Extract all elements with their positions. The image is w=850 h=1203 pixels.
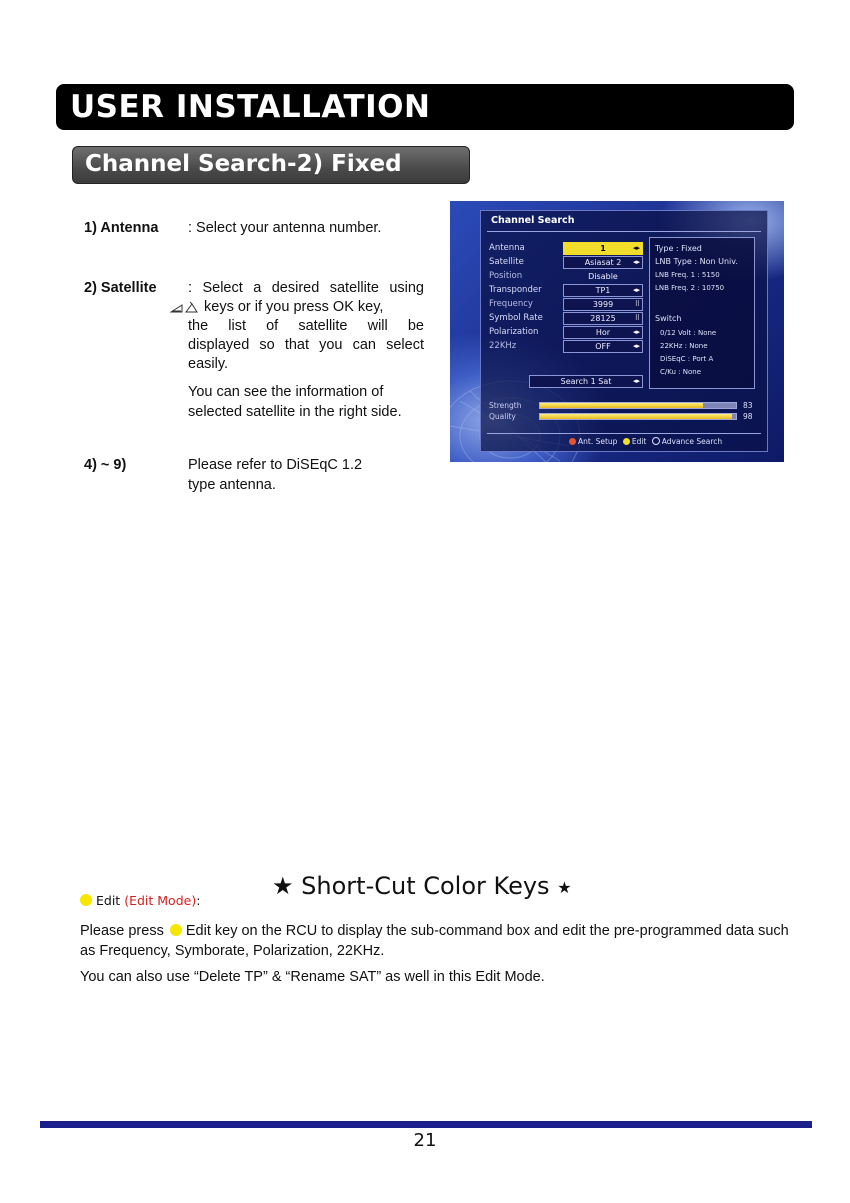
star-icon: ★: [272, 872, 294, 900]
22khz-select[interactable]: [563, 340, 643, 353]
edit-instruction-paragraph: [80, 921, 792, 961]
info-lnb-type: LNB Type : Non Univ.: [655, 257, 738, 266]
panel-title: Channel Search: [491, 215, 575, 226]
strength-meter: [539, 402, 737, 409]
search-1-sat-button[interactable]: [529, 375, 643, 388]
shortcut-heading-text: Short-Cut Color Keys: [301, 872, 550, 900]
satellite-step-line-1: [188, 279, 424, 299]
section-title-bar: [56, 84, 794, 130]
edit-key-label: [80, 893, 200, 908]
satellite-text-line: the list of satellite will be: [188, 318, 424, 334]
position-value: Disable: [588, 272, 618, 281]
search-button-label: Search 1 Sat: [560, 377, 612, 386]
left-right-arrow-icon: ◂▸: [632, 342, 640, 350]
frequency-value: 3999: [592, 300, 614, 309]
satellite-value: Asiasat 2: [584, 258, 622, 267]
quality-value: 98: [743, 412, 753, 421]
footer-rule: [40, 1121, 812, 1128]
quality-label: Quality: [489, 412, 516, 421]
transponder-value: TP1: [595, 286, 611, 295]
ant-setup-hint: Ant. Setup: [578, 437, 618, 446]
edit-hint: Edit: [631, 437, 647, 446]
polarization-value: Hor: [595, 328, 611, 337]
satellite-text-line: : Select a desired satellite using: [188, 280, 424, 296]
22khz-value: OFF: [595, 342, 611, 351]
star-icon: ★: [557, 878, 572, 897]
symbol-rate-input[interactable]: [563, 312, 643, 325]
left-right-arrow-icon: ◂▸: [632, 258, 640, 266]
transponder-label: Transponder: [489, 285, 542, 295]
yellow-key-icon: [80, 894, 92, 906]
antenna-value: 1: [600, 244, 606, 253]
info-switch-title: Switch: [655, 314, 682, 323]
symbol-rate-value: 28125: [590, 314, 616, 323]
page-number: 21: [413, 1130, 437, 1151]
position-label: Position: [489, 271, 523, 281]
satellite-step-label: 2) Satellite: [84, 280, 157, 296]
red-key-icon: [569, 438, 576, 445]
subsection-title-bar: [72, 146, 470, 184]
para-text: Edit key on the RCU to display the sub-command box and edit the pre-programmed data such as Frequency, Symborate, Polarization, 22KHz.: [80, 923, 789, 959]
strength-fill: [540, 403, 703, 408]
strength-value: 83: [743, 401, 753, 410]
info-c-ku: C/Ku : None: [660, 368, 701, 376]
shortcut-heading: [272, 872, 572, 900]
para-text: Please press: [80, 923, 164, 939]
satellite-label: Satellite: [489, 257, 524, 267]
polarization-select[interactable]: [563, 326, 643, 339]
diseqc-step-label: 4) ~ 9): [84, 457, 127, 473]
22khz-label: 22KHz: [489, 341, 517, 351]
satellite-step-note: You can see the information of selected satellite in the right side.: [188, 384, 402, 420]
symbol-rate-label: Symbol Rate: [489, 313, 543, 323]
edit-mode-note: You can also use “Delete TP” & “Rename SAT” as well in this Edit Mode.: [80, 969, 545, 985]
antenna-label: Antenna: [489, 243, 525, 253]
quality-fill: [540, 414, 732, 419]
info-22khz: 22KHz : None: [660, 342, 708, 350]
satellite-step-line-5: easily.: [188, 356, 229, 372]
satellite-step-line-4: [188, 336, 424, 356]
info-lnb-freq1: LNB Freq. 1 : 5150: [655, 271, 720, 279]
subsection-title: Channel Search-2) Fixed: [85, 151, 402, 177]
edit-colon: :: [196, 893, 201, 908]
left-right-arrow-icon: ◂▸: [632, 286, 640, 294]
edit-label: Edit: [96, 893, 121, 908]
keypad-icon: ⠿: [634, 300, 640, 308]
antenna-step-text: : Select your antenna number.: [188, 220, 382, 236]
white-key-icon: [652, 437, 660, 445]
panel-divider: [487, 231, 761, 232]
keypad-icon: ⠿: [634, 314, 640, 322]
panel-footer-keys: [569, 437, 722, 446]
satellite-step-line-3: [188, 317, 424, 337]
satellite-select[interactable]: [563, 256, 643, 269]
polarization-label: Polarization: [489, 327, 539, 337]
channel-search-panel: [480, 210, 768, 452]
transponder-select[interactable]: [563, 284, 643, 297]
info-diseqc: DiSEqC : Port A: [660, 355, 714, 363]
satellite-info-box: [649, 237, 755, 389]
advance-search-hint: Advance Search: [661, 437, 723, 446]
antenna-step-label: 1) Antenna: [84, 220, 159, 236]
info-type: Type : Fixed: [655, 244, 702, 253]
left-right-arrow-icon: ◂▸: [632, 328, 640, 336]
channel-search-screenshot: [450, 201, 784, 462]
yellow-key-icon: [623, 438, 630, 445]
left-right-arrow-icon: ◂▸: [632, 244, 640, 252]
satellite-text-line: displayed so that you can select: [188, 337, 424, 353]
frequency-input[interactable]: [563, 298, 643, 311]
left-right-arrow-icon: ◂▸: [632, 377, 640, 385]
quality-meter: [539, 413, 737, 420]
section-title: USER INSTALLATION: [70, 89, 431, 125]
info-012-volt: 0/12 Volt : None: [660, 329, 717, 337]
info-lnb-freq2: LNB Freq. 2 : 10750: [655, 284, 725, 292]
strength-label: Strength: [489, 401, 522, 410]
edit-mode-label: (Edit Mode): [124, 893, 197, 908]
yellow-key-icon: [170, 924, 182, 936]
footer-divider: [487, 433, 761, 434]
satellite-text-line: keys or if you press OK key,: [204, 299, 384, 315]
frequency-label: Frequency: [489, 299, 533, 309]
antenna-select[interactable]: [563, 242, 643, 255]
diseqc-step-text: Please refer to DiSEqC 1.2 type antenna.: [188, 457, 363, 493]
